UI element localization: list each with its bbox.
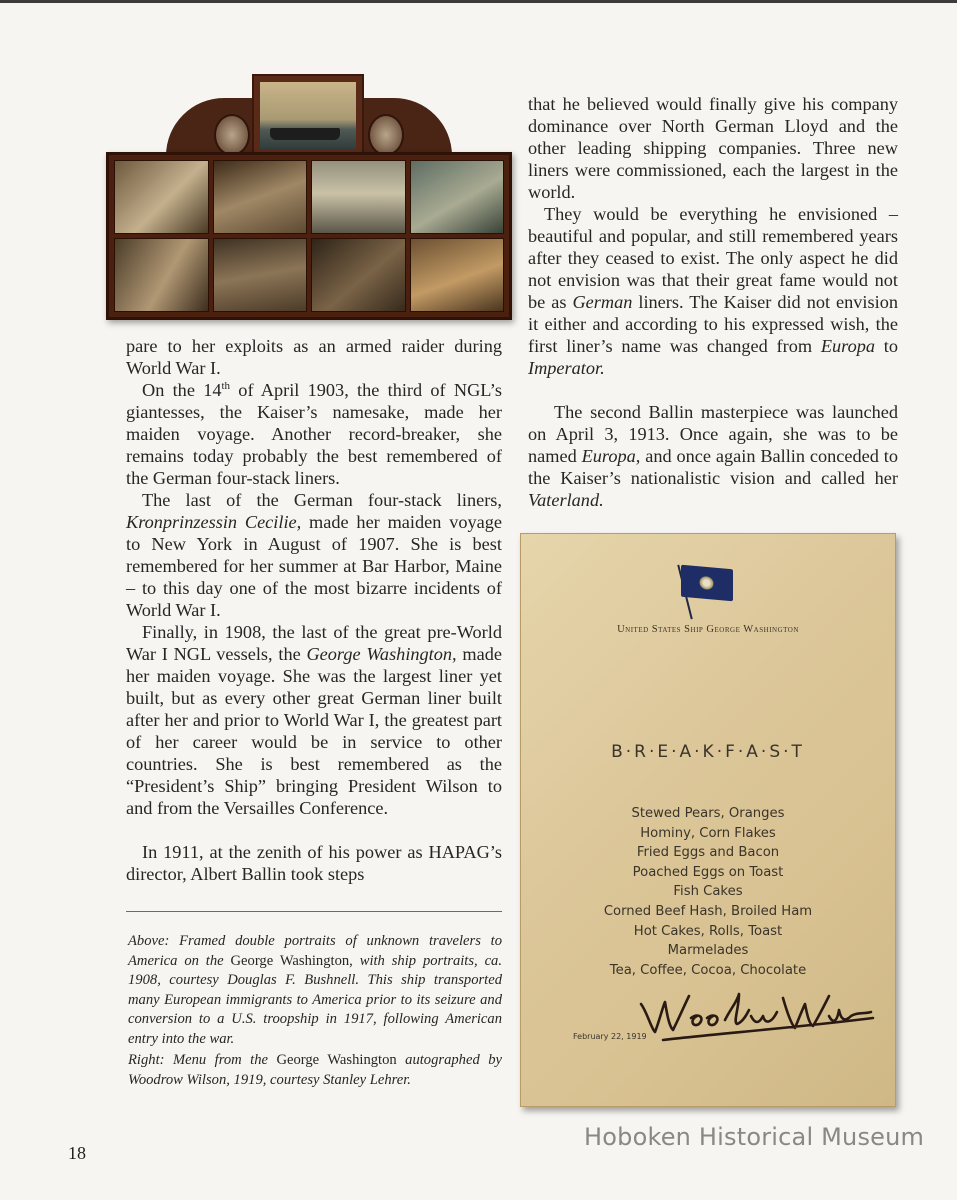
caption-text: with ship portraits, ca. 1908, courtesy Douglas F. Bushnell. This ship transported many European immigrants to America prior to its seizure and conversion to a U.S. troopship in 1917, following American entry into the war. xyxy=(128,952,502,1047)
woodrow-wilson-signature xyxy=(633,982,881,1052)
portrait-medallion-right xyxy=(368,114,404,156)
menu-item: Stewed Pears, Oranges xyxy=(631,806,785,821)
caption-divider xyxy=(126,911,502,912)
interior-photo xyxy=(410,160,505,234)
interior-photo xyxy=(213,238,308,312)
ship-icon xyxy=(270,128,340,140)
interior-photos-grid xyxy=(106,152,512,320)
ship-name: George Washington, xyxy=(230,952,353,969)
caption-text: autographed by Woodrow Wilson, 1919, courtesy Stanley Lehrer. xyxy=(128,1052,502,1088)
portrait-medallion-left xyxy=(214,114,250,156)
page-number: 18 xyxy=(68,1143,86,1163)
body-paragraph xyxy=(126,335,502,379)
ship-name: George Washington xyxy=(276,1052,397,1068)
interior-photo xyxy=(114,160,209,234)
body-paragraph xyxy=(528,401,898,511)
menu-header: United States Ship George Washington xyxy=(617,624,799,635)
body-paragraph xyxy=(126,379,502,489)
ship-painting xyxy=(252,74,364,158)
menu-item: Marmelades xyxy=(667,943,749,959)
paragraph-text: to xyxy=(875,336,898,356)
interior-photo xyxy=(311,160,406,234)
ship-name: Vaterland. xyxy=(528,490,604,510)
museum-watermark: Hoboken Historical Museum xyxy=(584,1123,925,1151)
emphasis-text: German xyxy=(572,292,633,312)
caption-text: Above: Framed double portraits of unknown travelers to America on the xyxy=(128,933,502,969)
menu-title: B·R·E·A·K·F·A·S·T xyxy=(611,742,805,762)
menu-item: Poached Eggs on Toast xyxy=(632,864,784,880)
caption-above xyxy=(128,932,502,1049)
interior-photo xyxy=(410,238,505,312)
paragraph-text: Finally, in 1908, the last of the great pre-World War I NGL vessels, the xyxy=(126,622,502,664)
menu-date: February 22, 1919 xyxy=(573,1032,647,1041)
paragraph-text: The last of the German four-stack liners, xyxy=(142,490,502,510)
interior-photo xyxy=(311,238,406,312)
menu-item: Corned Beef Hash, Broiled Ham xyxy=(603,903,813,919)
menu-item: Tea, Coffee, Cocoa, Chocolate xyxy=(609,962,807,978)
paragraph-text: In 1911, at the zenith of his power as HAPAG’s director, Albert Ballin took steps xyxy=(126,842,502,884)
paragraph-text: The second Ballin masterpiece was launched on April 3, 1913. Once again, she was to be named xyxy=(528,402,898,466)
paragraph-text: and once again Ballin conceded to the Kaiser’s nationalistic vision and called her xyxy=(528,446,898,488)
paragraph-text: liners. The Kaiser did not envision it either and according to his expressed wish, the first liner’s name was changed from xyxy=(528,292,898,356)
ship-name: Kronprinzessin Cecilie, xyxy=(126,512,302,532)
paragraph-text: On the 14 xyxy=(142,380,222,400)
ship-name: Europa, xyxy=(581,446,641,466)
paragraph-text: that he believed would finally give his company dominance over North German Lloyd and the other leading shipping companies. Three new liners were commissioned, each the largest in the world. xyxy=(528,94,898,202)
paragraph-text: made her maiden voyage. She was the largest liner yet built, but as every other great German liner built after her and prior to World War I, the greatest part of her career would be in service to other countries. She is best remembered as the “President’s Ship” bringing President Wilson to and from the Versailles Conference. xyxy=(126,644,502,818)
paragraph-text: made her maiden voyage to New York in August of 1907. She is best remembered for her summer at Bar Harbor, Maine – to this day one of the most bizarre incidents of World War I. xyxy=(126,512,502,620)
menu-item: Hot Cakes, Rolls, Toast xyxy=(633,923,783,939)
paragraph-text: They would be everything he envisioned – beautiful and popular, and still remembered years after they ceased to exist. The only aspect he did not envision was that their great fame would not be as xyxy=(528,204,898,312)
body-paragraph xyxy=(126,841,502,885)
breakfast-menu-card xyxy=(520,533,896,1107)
interior-photo xyxy=(114,238,209,312)
ordinal-suffix: th xyxy=(221,379,231,392)
body-paragraph xyxy=(126,489,502,621)
caption-text: Right: Menu from the xyxy=(128,1052,277,1068)
paragraph-text: pare to her exploits as an armed raider during World War I. xyxy=(126,336,502,378)
caption-right xyxy=(128,1051,502,1090)
interior-photo xyxy=(213,160,308,234)
body-paragraph xyxy=(528,203,898,379)
presidential-flag-icon xyxy=(681,565,733,602)
ship-name: Imperator. xyxy=(528,358,605,378)
framed-portraits-photo xyxy=(106,74,512,320)
ship-name: George Washington, xyxy=(306,644,457,664)
top-border xyxy=(0,0,957,3)
body-paragraph xyxy=(528,93,898,203)
menu-item: Fried Eggs and Bacon xyxy=(636,845,780,861)
body-paragraph xyxy=(126,621,502,819)
paragraph-text: of April 1903, the third of NGL’s giantesses, the Kaiser’s namesake, made her maiden voyage. Another record-breaker, she remains today probably the best remembered of the German four-stack liners. xyxy=(126,380,502,488)
ship-name: Europa xyxy=(820,336,876,356)
menu-item: Fish Cakes xyxy=(673,884,743,900)
menu-items-list xyxy=(521,804,895,980)
menu-item: Hominy, Corn Flakes xyxy=(640,825,776,841)
